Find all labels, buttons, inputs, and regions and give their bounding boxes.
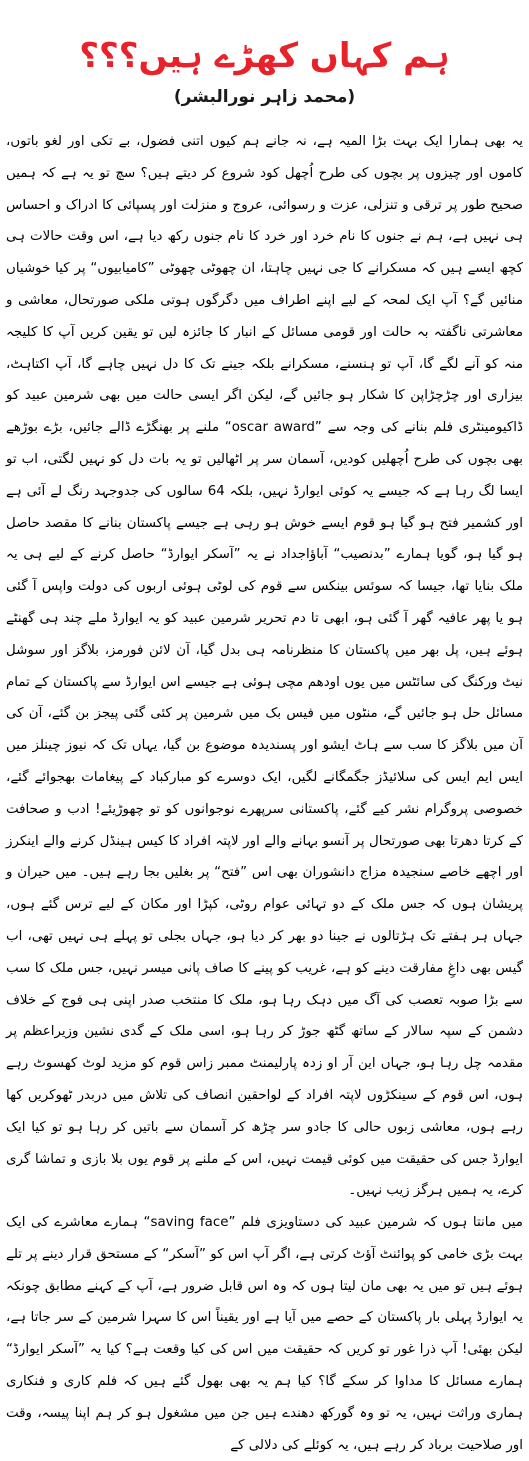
paragraph-1: یہ بھی ہمارا ایک بہت بڑا المیہ ہے، نہ جانے ہم کیوں اتنی فضول، بے تکی اور لغو باتوں، کاموں اور چیزوں پر بچوں کی طرح اُچھل کود شروع کر دیتے ہیں؟ سچ تو یہ ہے کہ ہمیں صحیح طور پر ترقی و تنزلی، عزت و رسوائی، عروج و منزلت اور پسپائی کا ادراک و احساس ہی نہیں ہے، ہم نے جنوں کا نام خرد اور خرد کا نام جنوں رکھ دیا ہے، اس وقت حالات ہی کچھ ایسے ہیں کہ مسکرانے کا جی نہیں چاہتا، ان چھوٹی چھوٹی ”کامیابیوں“ پر کیا خوشیاں منائیں گے؟ آپ ایک لمحہ کے لیے اپنے اطراف میں دگرگوں ہوتی ملکی صورتحال، معاشی و معاشرتی ناگفتہ بہ حالت اور قومی مسائل کے انبار کا جائزہ لیں تو یقین کریں آپ کا کلیجہ منہ کو آنے لگے گا، آپ تو ہنسنے، مسکرانے بلکہ جینے تک کا دل نہیں چاہے گا، آپ اکتاہٹ، بیزاری اور چڑچڑاپن کا شکار ہو جائیں گے، لیکن اگر ایسی حالت میں بھی شرمین عبید کو ڈاکیومینٹری فلم بنانے کی وجہ سے ”oscar award“ ملنے پر بھنگڑے ڈالے جائیں، بڑے بوڑھے بھی بچوں کی طرح اُچھلیں کودیں، آسمان سر پر اٹھالیں تو یہ بات دل کو نہیں لگتی، اب تو ایسا لگ رہا ہے کہ جیسے یہ کوئی ایوارڈ نہیں، بلکہ 64 سالوں کی جدوجہد رنگ لے آئی ہے اور کشمیر فتح ہو گیا ہو قوم ایسے خوش ہو رہی ہے جیسے پاکستان بنانے کا مقصد حاصل ہو گیا ہو، گویا ہمارے ”بدنصیب“ آباؤاجداد نے یہ ”آسکر ایوارڈ“ حاصل کرنے کے لیے ہی یہ ملک بنایا تھا، جیسا کہ سوئس بینکس سے قوم کی لوٹی ہوئی اربوں کی دولت واپس آ گئی ہو یا پھر عافیہ گھر آ گئی ہو، ابھی تا دم تحریر شرمین عبید کو یہ ایوارڈ ملے چند ہی گھنٹے ہوئے ہیں، پل بھر میں پاکستان کا منظرنامہ ہی بدل گیا، آن لائن فورمز، بلاگز اور سوشل نیٹ ورکنگ کی سائٹس میں یوں اودھم مچی ہوئی ہے جیسے اس ایوارڈ سے پاکستان کے تمام مسائل حل ہو جائیں گے، منٹوں میں فیس بک میں شرمین پر کئی گئی پیجز بن گئے، آن کی آن میں بلاگز کا سب سے ہاٹ ایشو اور پسندیدہ موضوع بن گیا، یہاں تک کہ نیوز چینلز میں ایس ایم ایس کی سلائیڈز جگمگانے لگیں، ایک دوسرے کو مبارکباد کے پیغامات بھجوائے گئے، خصوصی پروگرام نشر کیے گئے، پاکستانی سرپھرے نوجوانوں کو تو چھوڑیئے! ادب و صحافت کے کرتا دھرتا بھی صورتحال پر آنسو بہانے والے اور لاپتہ افراد کا کیس ہینڈل کرنے والے اینکرز اور اچھے خاصے سنجیدہ مزاج دانشوران بھی اس ”فتح“ پر بغلیں بجا رہے ہیں۔ میں حیران و پریشان ہوں کہ جس ملک کے دو تہائی عوام روٹی، کپڑا اور مکان کے لیے ترس گئے ہوں، جہاں ہر ہفتے تک ہڑتالوں نے جینا دو بھر کر دیا ہو، جہاں بجلی تو پہلے ہی نہیں تھی، اب گیس بھی داغِ مفارقت دینے کو ہے، غریب کو پینے کا صاف پانی میسر نہیں، جس ملک کا سب سے بڑا صوبہ تعصب کی آگ میں دہک رہا ہو، ملک کا منتخب صدر اپنی ہی فوج کے خلاف دشمن کے سپہ سالار کے ساتھ گٹھ جوڑ کر رہا ہو، اسی ملک کے گدی نشین وزیراعظم پر مقدمہ چل رہا ہو، جہاں این آر او زدہ پارلیمنٹ ممبر زاس قوم کو مزید لوٹ کھسوٹ رہے ہوں، اس قوم کے سینکڑوں لاپتہ افراد کے لواحقین انصاف کی تلاش میں دربدر ٹھوکریں کھا رہے ہوں، معاشی زبوں حالی کا جادو سر چڑھ کر آسمان سے باتیں کر رہا ہو تو کیا ایک ایوارڈ جس کی حقیقت میں کوئی قیمت نہیں، اس کے ملنے پر قوم یوں بلا بازی و تماشا گری کرے، یہ ہمیں ہرگز زیب نہیں۔ [6, 134, 523, 1199]
paragraph-2: میں مانتا ہوں کہ شرمین عبید کی دستاویزی فلم ”saving face“ ہمارے معاشرے کی ایک بہت بڑی خامی کو پوائنٹ آؤٹ کرتی ہے، اگر آپ اس کو ”آسکر“ کے مستحق قرار دینے پر تلے ہوئے ہیں تو میں یہ بھی مان لیتا ہوں کہ وہ اس قابل ضرور ہے، آپ کے کہنے مطابق چونکہ یہ ایوارڈ پہلی بار پاکستان کے حصے میں آیا ہے اور یقیناً اس کا سہرا شرمین کے سر جاتا ہے، لیکن بھئی! آپ ذرا غور تو کریں کہ حقیقت میں اس کی کیا وقعت ہے؟ کیا یہ ”آسکر ایوارڈ“ ہمارے مسائل کا مداوا کر سکے گا؟ کیا ہم یہ بھی بھول گئے ہیں کہ فلم کاری و فنکاری ہماری وراثت نہیں، یہ تو وہ گورکھ دھندے ہیں جن میں مشغول ہو کر ہم اپنا پیسہ، وقت اور صلاحیت برباد کر رہے ہیں، یہ کوئلے کی دلالی کے [6, 1215, 523, 1453]
article-body [6, 126, 523, 1461]
article-title: ہم کہاں کھڑے ہیں؟؟؟ [79, 36, 450, 76]
author-byline: (محمد زاہر نورالبشر) [173, 87, 356, 107]
